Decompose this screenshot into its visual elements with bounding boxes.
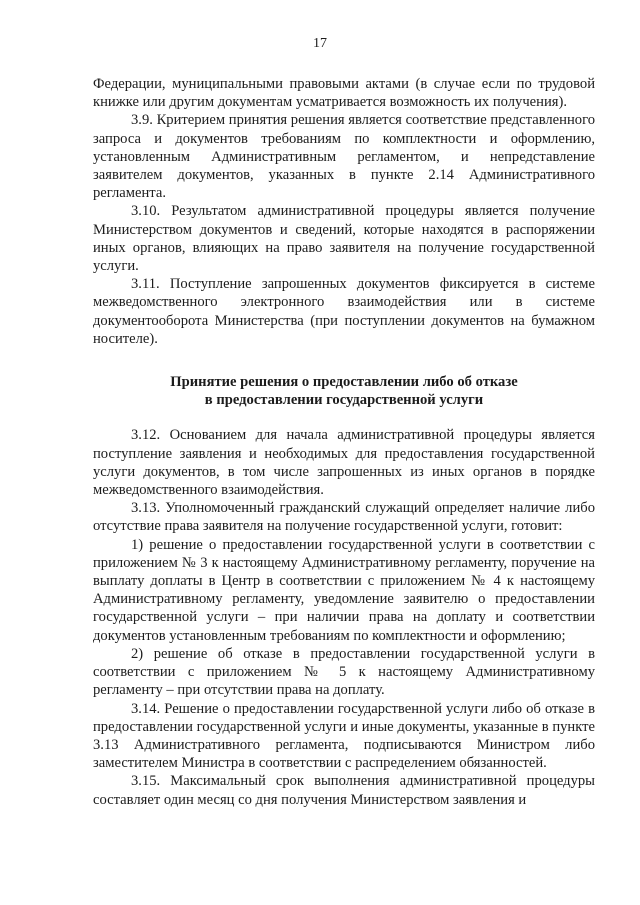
section-heading-line-2: в предоставлении государственной услуги (204, 392, 484, 409)
paragraph-3-13-item-1: 1) решение о предоставлении государственной услуги в соответствии с приложением № 3 к настоящему Административному регламенту, поручение на выплату доплаты в Центр в соответствии с приложением № 4 к настоящему Административному регламенту, уведомление заявителю о предоставлении государственной услуги – при наличии права на доплату и соответствии документов установленным требованиям по комплектности и оформлению; (93, 536, 595, 644)
paragraph-3-9: 3.9. Критерием принятия решения является соответствие представленного запроса и документов требованиям по комплектности и оформлению, установленным Административным регламентом, и непредставление заявителем документов, указанных в пункте 2.14 Административного регламента. (93, 112, 595, 202)
paragraph-3-10: 3.10. Результатом административной процедуры является получение Министерством документов и сведений, которые находятся в распоряжении иных органов, влияющих на право заявителя на получение государственной услуги. (93, 203, 595, 275)
paragraph: Федерации, муниципальными правовыми актами (в случае если по трудовой книжке или другим документам усматривается возможность их получения). (93, 76, 595, 111)
page-number: 17 (313, 36, 327, 51)
paragraph-3-13: 3.13. Уполномоченный гражданский служащий определяет наличие либо отсутствие права заявителя на получение государственной услуги, готовит: (93, 500, 595, 535)
paragraph-3-13-item-2: 2) решение об отказе в предоставлении государственной услуги в соответствии с приложением № 5 к настоящему Административному регламенту – при отсутствии права на доплату. (93, 645, 595, 699)
section-heading-line-1: Принятие решения о предоставлении либо об отказе (170, 374, 518, 391)
paragraph-3-12: 3.12. Основанием для начала административной процедуры является поступление заявления и необходимых для предоставления государственной услуги документов, в том числе запрошенных из иных органов в порядке межведомственного взаимодействия. (93, 427, 595, 499)
document-body (93, 75, 595, 809)
paragraph-3-11: 3.11. Поступление запрошенных документов фиксируется в системе межведомственного электронного взаимодействия или в системе документооборота Министерства (при поступлении документов на бумажном носителе). (93, 276, 595, 347)
paragraph-3-14: 3.14. Решение о предоставлении государственной услуги либо об отказе в предоставлении государственной услуги и иные документы, указанные в пункте 3.13 Административного регламента, подписываются Министром либо заместителем Министра в соответствии с распределением обязанностей. (93, 700, 595, 772)
section-heading (93, 373, 595, 409)
paragraph-3-15: 3.15. Максимальный срок выполнения административной процедуры составляет один месяц со дня получения Министерством заявления и (93, 773, 595, 808)
